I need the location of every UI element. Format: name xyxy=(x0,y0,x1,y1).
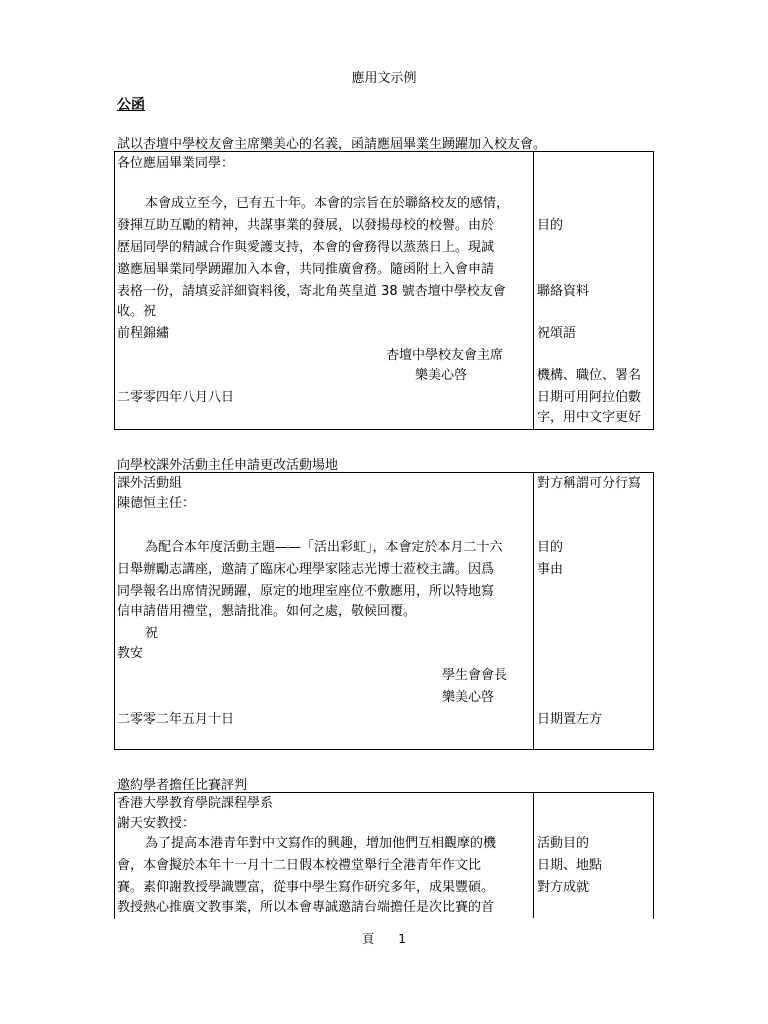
s3-body-line: 會，本會擬於本年十一月十二日假本校禮堂舉行全港青年作文比 xyxy=(117,858,482,873)
s2-signature-title: 學生會會長 xyxy=(442,668,508,683)
section1-divider xyxy=(533,151,534,429)
s1-blessing: 前程錦繡 xyxy=(117,326,170,341)
section3-prompt: 邀約學者擔任比賽評判 xyxy=(117,778,248,793)
s1-note: 聯絡資料 xyxy=(537,284,590,299)
s2-blessing-prefix: 祝 xyxy=(145,626,159,641)
s3-recipient-dept: 香港大學教育學院課程學系 xyxy=(117,796,274,811)
s2-body-line: 為配合本年度活動主題——「活出彩虹」，本會定於本月二十六 xyxy=(145,540,503,555)
document-title: 應用文示例 xyxy=(351,71,417,86)
s1-body-line: 表格一份，請填妥詳細資料後，寄北角英皇道 38 號杏壇中學校友會 xyxy=(117,284,506,299)
s1-date: 二零零四年八月八日 xyxy=(117,390,235,405)
s1-signature-name: 樂美心啓 xyxy=(415,368,468,383)
s1-signature-title: 杏壇中學校友會主席 xyxy=(386,348,504,363)
s2-note: 日期置左方 xyxy=(537,712,603,727)
s2-salutation: 陳德恒主任： xyxy=(117,496,196,511)
section-heading-official-letter: 公函 xyxy=(117,97,145,113)
s1-note: 日期可用阿拉伯數 xyxy=(537,390,642,405)
s3-body-line: 教授熱心推廣文教事業，所以本會專誠邀請台端擔任是次比賽的首 xyxy=(117,900,495,915)
s3-body-line: 為了提高本港青年對中文寫作的興趣，增加他們互相觀摩的機 xyxy=(145,836,497,851)
s3-note: 對方成就 xyxy=(537,880,590,895)
s2-note: 目的 xyxy=(537,540,564,555)
s1-body-line: 收。祝 xyxy=(117,304,157,319)
s2-body-line: 信申請借用禮堂，懇請批准。如何之處，敬候回覆。 xyxy=(117,604,417,619)
s1-salutation: 各位應屆畢業同學： xyxy=(117,156,235,171)
s3-body-line: 賽。素仰謝教授學識豐富，從事中學生寫作研究多年，成果豐碩。 xyxy=(117,880,495,895)
s3-note: 日期、地點 xyxy=(537,858,603,873)
section3-divider xyxy=(533,792,534,918)
section2-divider xyxy=(533,472,534,749)
section1-prompt: 試以杏壇中學校友會主席樂美心的名義，函請應屆畢業生踴躍加入校友會。 xyxy=(117,137,547,152)
s2-blessing: 教安 xyxy=(117,646,144,661)
page-number: 1 xyxy=(398,932,406,946)
s2-recipient-dept: 課外活動組 xyxy=(117,476,183,491)
s1-note: 機構、職位、署名 xyxy=(537,368,642,383)
s2-note: 對方稱謂可分行寫 xyxy=(537,476,642,491)
s2-signature-name: 樂美心啓 xyxy=(442,690,495,705)
s2-note: 事由 xyxy=(537,562,564,577)
s1-body-line: 發揮互助互勵的精神，共謀事業的發展，以發揚母校的校譽。由於 xyxy=(117,218,495,233)
s1-body-line: 歷屆同學的精誠合作與愛護支持，本會的會務得以蒸蒸日上。現誠 xyxy=(117,240,495,255)
s1-body-line: 本會成立至今，已有五十年。本會的宗旨在於聯絡校友的感情， xyxy=(145,196,510,211)
page-footer xyxy=(0,930,768,947)
s2-body-line: 同學報名出席情況踴躍，原定的地理室座位不敷應用，所以特地寫 xyxy=(117,584,495,599)
s3-note: 活動目的 xyxy=(537,836,590,851)
section2-prompt: 向學校課外活動主任申請更改活動場地 xyxy=(117,458,339,473)
s1-note: 祝頌語 xyxy=(537,326,577,341)
page-label: 頁 xyxy=(362,932,375,946)
s1-note: 目的 xyxy=(537,218,564,233)
s2-body-line: 日舉辦勵志講座，邀請了臨床心理學家陸志光博士蒞校主講。因爲 xyxy=(117,562,495,577)
s1-note: 字，用中文字更好 xyxy=(537,410,642,425)
s2-date: 二零零二年五月十日 xyxy=(117,712,235,727)
s1-body-line: 邀應屆畢業同學踴躍加入本會，共同推廣會務。隨函附上入會申請 xyxy=(117,262,495,277)
s3-salutation: 謝天安教授： xyxy=(117,816,196,831)
